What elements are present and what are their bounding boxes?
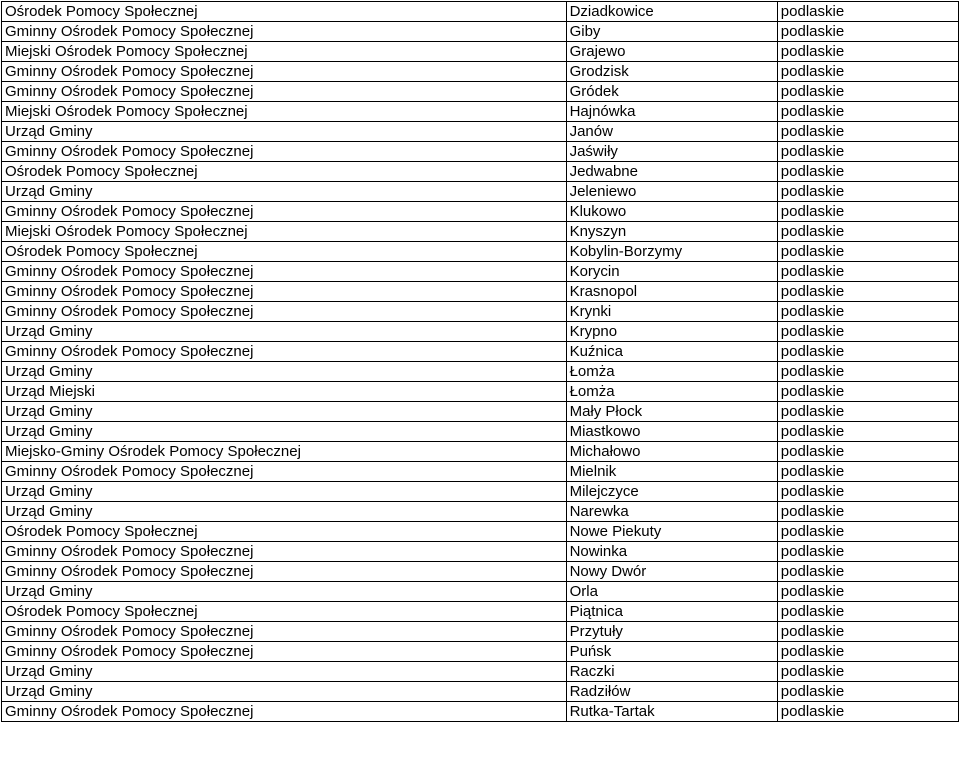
voivodeship-cell: podlaskie: [777, 462, 958, 482]
table-row: [2, 342, 959, 362]
municipality-cell: Jeleniewo: [566, 182, 777, 202]
voivodeship-cell: podlaskie: [777, 162, 958, 182]
table-row: [2, 222, 959, 242]
municipality-cell: Nowe Piekuty: [566, 522, 777, 542]
institution-name-cell: Gminny Ośrodek Pomocy Społecznej: [2, 22, 567, 42]
table-row: [2, 602, 959, 622]
municipality-cell: Mielnik: [566, 462, 777, 482]
table-row: [2, 282, 959, 302]
institution-name-cell: Ośrodek Pomocy Społecznej: [2, 242, 567, 262]
municipality-cell: Nowinka: [566, 542, 777, 562]
voivodeship-cell: podlaskie: [777, 322, 958, 342]
voivodeship-cell: podlaskie: [777, 582, 958, 602]
institution-name-cell: Urząd Gminy: [2, 482, 567, 502]
institution-name-cell: Urząd Gminy: [2, 502, 567, 522]
institution-name-cell: Urząd Miejski: [2, 382, 567, 402]
table-row: [2, 182, 959, 202]
municipality-cell: Rutka-Tartak: [566, 702, 777, 722]
municipality-cell: Mały Płock: [566, 402, 777, 422]
institution-name-cell: Urząd Gminy: [2, 322, 567, 342]
municipality-cell: Grajewo: [566, 42, 777, 62]
table-row: [2, 142, 959, 162]
institution-name-cell: Gminny Ośrodek Pomocy Społecznej: [2, 642, 567, 662]
institution-name-cell: Gminny Ośrodek Pomocy Społecznej: [2, 82, 567, 102]
municipality-cell: Puńsk: [566, 642, 777, 662]
institution-name-cell: Gminny Ośrodek Pomocy Społecznej: [2, 562, 567, 582]
voivodeship-cell: podlaskie: [777, 342, 958, 362]
institution-name-cell: Gminny Ośrodek Pomocy Społecznej: [2, 62, 567, 82]
table-row: [2, 22, 959, 42]
municipality-cell: Łomża: [566, 382, 777, 402]
voivodeship-cell: podlaskie: [777, 642, 958, 662]
voivodeship-cell: podlaskie: [777, 402, 958, 422]
municipality-cell: Kobylin-Borzymy: [566, 242, 777, 262]
municipality-cell: Piątnica: [566, 602, 777, 622]
institution-name-cell: Gminny Ośrodek Pomocy Społecznej: [2, 262, 567, 282]
voivodeship-cell: podlaskie: [777, 542, 958, 562]
municipality-cell: Klukowo: [566, 202, 777, 222]
institution-name-cell: Urząd Gminy: [2, 122, 567, 142]
voivodeship-cell: podlaskie: [777, 122, 958, 142]
table-row: [2, 422, 959, 442]
institution-name-cell: Ośrodek Pomocy Społecznej: [2, 2, 567, 22]
institution-name-cell: Gminny Ośrodek Pomocy Społecznej: [2, 302, 567, 322]
municipality-cell: Krasnopol: [566, 282, 777, 302]
municipality-cell: Grodzisk: [566, 62, 777, 82]
institution-name-cell: Miejski Ośrodek Pomocy Społecznej: [2, 42, 567, 62]
table-row: [2, 2, 959, 22]
voivodeship-cell: podlaskie: [777, 142, 958, 162]
voivodeship-cell: podlaskie: [777, 82, 958, 102]
voivodeship-cell: podlaskie: [777, 422, 958, 442]
voivodeship-cell: podlaskie: [777, 662, 958, 682]
table-row: [2, 102, 959, 122]
institution-name-cell: Urząd Gminy: [2, 662, 567, 682]
institution-name-cell: Urząd Gminy: [2, 422, 567, 442]
municipality-cell: Milejczyce: [566, 482, 777, 502]
table-row: [2, 562, 959, 582]
municipality-cell: Gródek: [566, 82, 777, 102]
voivodeship-cell: podlaskie: [777, 602, 958, 622]
table-row: [2, 362, 959, 382]
institution-name-cell: Urząd Gminy: [2, 682, 567, 702]
municipality-cell: Krynki: [566, 302, 777, 322]
voivodeship-cell: podlaskie: [777, 522, 958, 542]
voivodeship-cell: podlaskie: [777, 502, 958, 522]
institution-name-cell: Ośrodek Pomocy Społecznej: [2, 522, 567, 542]
voivodeship-cell: podlaskie: [777, 242, 958, 262]
municipality-cell: Jedwabne: [566, 162, 777, 182]
voivodeship-cell: podlaskie: [777, 302, 958, 322]
table-body: [2, 2, 959, 722]
table-row: [2, 402, 959, 422]
table-row: [2, 302, 959, 322]
municipality-cell: Knyszyn: [566, 222, 777, 242]
table-row: [2, 202, 959, 222]
institution-name-cell: Ośrodek Pomocy Społecznej: [2, 162, 567, 182]
institution-name-cell: Gminny Ośrodek Pomocy Społecznej: [2, 462, 567, 482]
table-row: [2, 42, 959, 62]
table-row: [2, 502, 959, 522]
institution-name-cell: Ośrodek Pomocy Społecznej: [2, 602, 567, 622]
table-row: [2, 462, 959, 482]
municipality-cell: Radziłów: [566, 682, 777, 702]
table-row: [2, 482, 959, 502]
municipality-cell: Korycin: [566, 262, 777, 282]
municipality-cell: Narewka: [566, 502, 777, 522]
municipality-cell: Hajnówka: [566, 102, 777, 122]
municipality-cell: Przytuły: [566, 622, 777, 642]
municipality-cell: Dziadkowice: [566, 2, 777, 22]
institution-name-cell: Urząd Gminy: [2, 582, 567, 602]
table-row: [2, 62, 959, 82]
table-row: [2, 662, 959, 682]
table-row: [2, 582, 959, 602]
table-row: [2, 162, 959, 182]
voivodeship-cell: podlaskie: [777, 622, 958, 642]
voivodeship-cell: podlaskie: [777, 62, 958, 82]
institution-name-cell: Gminny Ośrodek Pomocy Społecznej: [2, 142, 567, 162]
table-row: [2, 702, 959, 722]
table-row: [2, 322, 959, 342]
voivodeship-cell: podlaskie: [777, 2, 958, 22]
municipality-cell: Kuźnica: [566, 342, 777, 362]
institution-name-cell: Gminny Ośrodek Pomocy Społecznej: [2, 282, 567, 302]
table-row: [2, 382, 959, 402]
municipality-cell: Janów: [566, 122, 777, 142]
voivodeship-cell: podlaskie: [777, 482, 958, 502]
institution-name-cell: Gminny Ośrodek Pomocy Społecznej: [2, 342, 567, 362]
table-row: [2, 542, 959, 562]
voivodeship-cell: podlaskie: [777, 362, 958, 382]
institution-table: [1, 1, 959, 722]
institution-name-cell: Urząd Gminy: [2, 402, 567, 422]
municipality-cell: Michałowo: [566, 442, 777, 462]
voivodeship-cell: podlaskie: [777, 42, 958, 62]
municipality-cell: Orla: [566, 582, 777, 602]
table-row: [2, 642, 959, 662]
institution-name-cell: Miejski Ośrodek Pomocy Społecznej: [2, 222, 567, 242]
voivodeship-cell: podlaskie: [777, 382, 958, 402]
voivodeship-cell: podlaskie: [777, 562, 958, 582]
institution-name-cell: Gminny Ośrodek Pomocy Społecznej: [2, 542, 567, 562]
voivodeship-cell: podlaskie: [777, 22, 958, 42]
municipality-cell: Jaświły: [566, 142, 777, 162]
voivodeship-cell: podlaskie: [777, 202, 958, 222]
municipality-cell: Nowy Dwór: [566, 562, 777, 582]
table-row: [2, 522, 959, 542]
municipality-cell: Miastkowo: [566, 422, 777, 442]
table-row: [2, 242, 959, 262]
voivodeship-cell: podlaskie: [777, 262, 958, 282]
table-row: [2, 682, 959, 702]
municipality-cell: Łomża: [566, 362, 777, 382]
institution-name-cell: Miejsko-Gminy Ośrodek Pomocy Społecznej: [2, 442, 567, 462]
table-row: [2, 82, 959, 102]
voivodeship-cell: podlaskie: [777, 182, 958, 202]
table-row: [2, 622, 959, 642]
institution-name-cell: Urząd Gminy: [2, 182, 567, 202]
voivodeship-cell: podlaskie: [777, 682, 958, 702]
municipality-cell: Raczki: [566, 662, 777, 682]
voivodeship-cell: podlaskie: [777, 442, 958, 462]
institution-name-cell: Gminny Ośrodek Pomocy Społecznej: [2, 702, 567, 722]
institution-name-cell: Miejski Ośrodek Pomocy Społecznej: [2, 102, 567, 122]
table-row: [2, 442, 959, 462]
municipality-cell: Krypno: [566, 322, 777, 342]
table-row: [2, 262, 959, 282]
institution-name-cell: Urząd Gminy: [2, 362, 567, 382]
voivodeship-cell: podlaskie: [777, 702, 958, 722]
table-row: [2, 122, 959, 142]
voivodeship-cell: podlaskie: [777, 222, 958, 242]
voivodeship-cell: podlaskie: [777, 102, 958, 122]
municipality-cell: Giby: [566, 22, 777, 42]
voivodeship-cell: podlaskie: [777, 282, 958, 302]
institution-name-cell: Gminny Ośrodek Pomocy Społecznej: [2, 622, 567, 642]
institution-name-cell: Gminny Ośrodek Pomocy Społecznej: [2, 202, 567, 222]
